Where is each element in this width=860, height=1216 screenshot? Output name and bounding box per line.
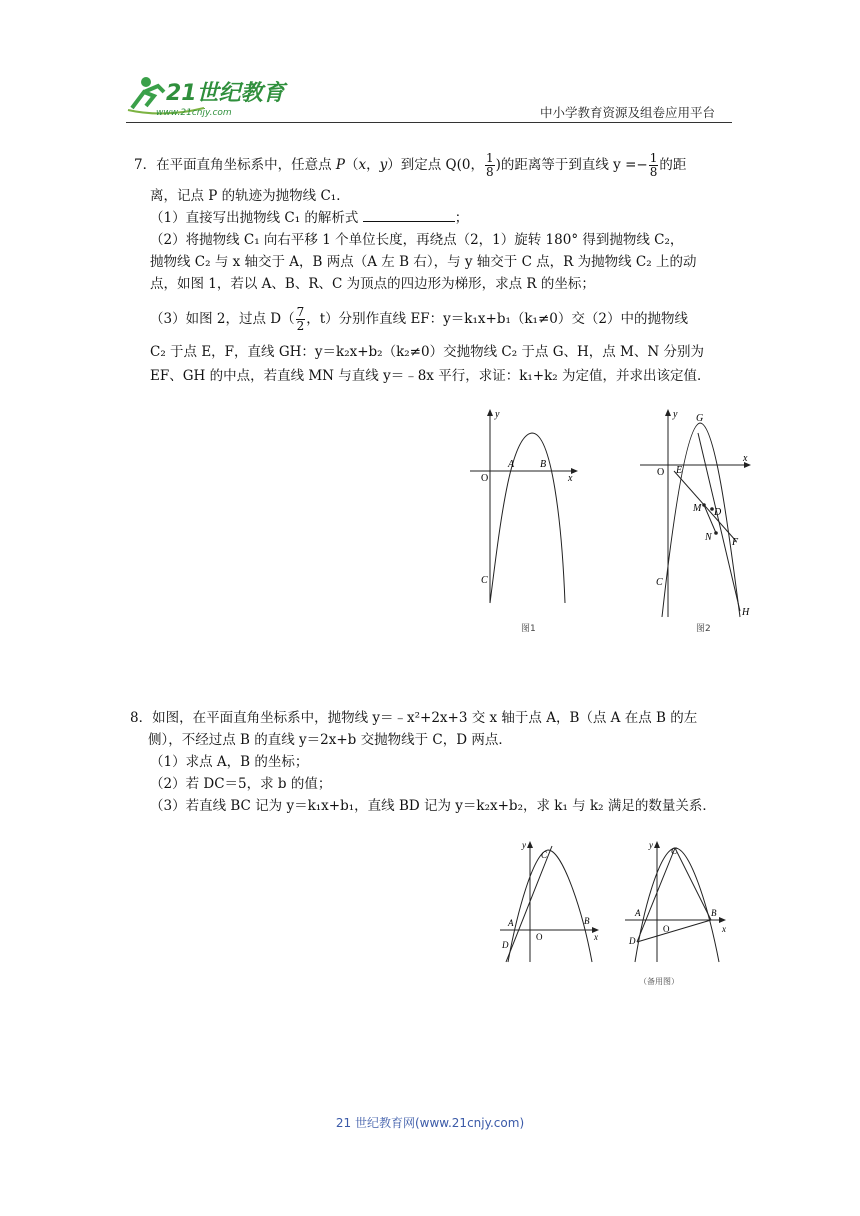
q7-line9: EF、GH 的中点，若直线 MN 与直线 y＝﹣8x 平行，求证：k₁+k₂ 为定值，并求出该定值． [150,368,711,384]
fig4-x-label: x [722,924,726,934]
q8-line2: 侧），不经过点 B 的直线 y＝2x+b 交抛物线于 C，D 两点． [148,732,512,748]
q7-text: ，t）分别作直线 EF：y＝k₁x+b₁（k₁≠0）交（2）中的抛物线 [306,311,688,327]
fig2-m-label: M [693,503,702,514]
footer-text: 21 世纪教育网(www.21cnjy.com) [335,1116,525,1130]
q7-text: x [358,157,367,173]
q7-text: ）到定点 Q(0， [387,157,484,173]
q7-line8: C₂ 于点 E，F，直线 GH：y＝k₂x+b₂（k₂≠0）交抛物线 C₂ 于点 G、H，点 M、N 分别为 [150,344,704,360]
q7-text: 7．在平面直角坐标系中，任意点 [134,157,336,173]
fraction [296,306,306,333]
header-rule [126,122,732,123]
fig2-g-label: G [696,413,704,424]
fig3-origin-label: O [536,932,543,942]
q7-line6: 点，如图 1，若以 A、B、R、C 为顶点的四边形为梯形，求点 R 的坐标； [150,276,595,292]
q8-line1: 8．如图，在平面直角坐标系中，抛物线 y＝﹣x²+2x+3 交 x 轴于点 A，B（点 A 在点 B 的左 [130,710,698,726]
fraction-den: 2 [296,319,305,333]
logo-url: www.21cnjy.com [156,108,232,118]
fig2-e-label: E [676,465,683,476]
fig1-a-label: A [508,459,515,470]
figure-3 [500,838,610,968]
q7-text: （3）如图 2，过点 D（ [150,311,295,327]
figure-1 [470,405,590,640]
q7-line4: （2）将抛物线 C₁ 向右平移 1 个单位长度，再绕点（2，1）旋转 180° 得到抛物线 C₂， [150,232,684,248]
q7-line2: 离，记点 P 的轨迹为抛物线 C₁． [150,188,350,204]
fig4-caption: （备用图） [639,977,679,986]
fraction-den: 8 [649,165,658,179]
fig3-y-label: y [522,840,526,850]
fig1-x-label: x [568,473,573,484]
fraction [485,152,495,179]
fig3-x-label: x [594,932,598,942]
q7-text: ； [454,210,469,226]
q7-text: P [335,157,345,173]
q7-line5: 抛物线 C₂ 与 x 轴交于 A，B 两点（A 左 B 右），与 y 轴交于 C 点，R 为抛物线 C₂ 上的动 [150,254,697,270]
header-title: 中小学教育资源及组卷应用平台 [540,105,716,120]
fig2-c-label: C [656,577,663,588]
q7-text: （ [344,157,359,173]
answer-blank [363,209,455,222]
q7-text: )的距离等于到直线 y =− [495,157,648,173]
q7-text: ， [366,157,380,173]
logo-runner-icon [124,70,294,120]
fig2-x-label: x [743,453,748,464]
fig1-c-label: C [481,575,488,586]
fig1-y-label: y [495,409,500,420]
fig3-b-label: B [584,916,590,926]
fig1-b-label: B [540,459,547,470]
fig4-c-label: C [671,846,678,856]
q8-line3: （1）求点 A，B 的坐标； [150,754,309,770]
logo [124,70,294,120]
fraction-num: 1 [485,151,494,165]
fig4-d-label: D [629,936,636,946]
logo-text: 21世纪教育 [166,81,285,106]
q8-line5: （3）若直线 BC 记为 y＝k₁x+b₁，直线 BD 记为 y＝k₂x+b₂，求 k₁ 与 k₂ 满足的数量关系． [150,798,716,814]
q7-text: （1）直接写出抛物线 C₁ 的解析式 [150,210,359,226]
fig4-y-label: y [649,840,653,850]
fig3-d-label: D [502,940,509,950]
figure-4 [625,838,735,993]
fig2-f-label: F [732,537,739,548]
fig4-a-label: A [635,908,641,918]
fig4-origin-label: O [663,924,670,934]
fig3-c-label: C [541,850,548,860]
fig2-d-label: D [714,507,722,518]
fraction [649,152,659,179]
fig2-origin-label: O [657,467,665,478]
q7-line1 [134,152,686,179]
q7-text: 的距 [659,157,687,173]
fig2-n-label: N [705,532,712,543]
figure-2 [640,405,760,640]
q7-text: y [379,157,388,173]
fig2-y-label: y [673,409,678,420]
fraction-num: 7 [296,305,305,319]
q7-line3 [150,208,468,228]
q8-line4: （2）若 DC＝5，求 b 的值； [150,776,332,792]
fig4-b-label: B [711,908,717,918]
fraction-num: 1 [649,151,658,165]
fig2-h-label: H [742,607,750,618]
fig2-caption: 图2 [696,624,711,634]
fig1-origin-label: O [481,473,489,484]
q7-line7 [150,306,688,333]
fig1-caption: 图1 [521,624,536,634]
fig3-a-label: A [508,918,514,928]
fraction-den: 8 [485,165,494,179]
